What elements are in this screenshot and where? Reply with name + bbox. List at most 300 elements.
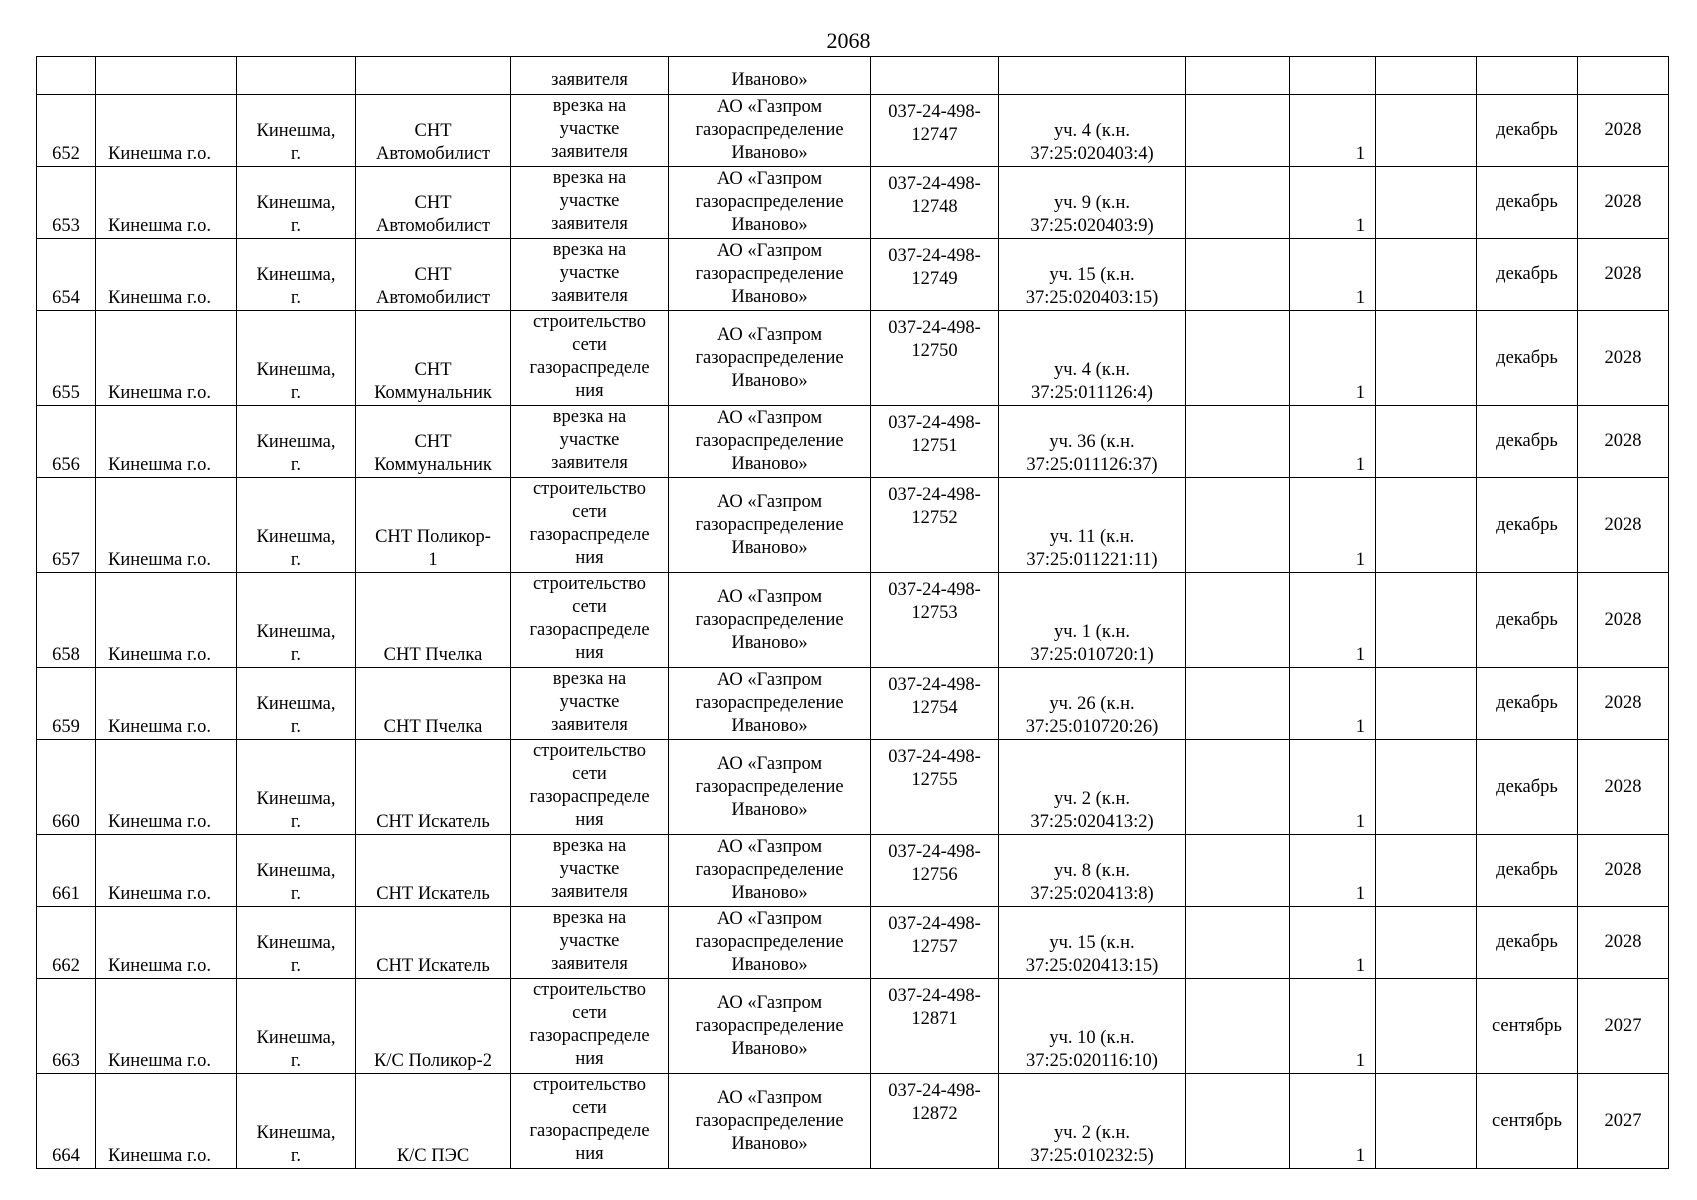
cell-operator [669, 478, 871, 573]
cell-no: 662 [37, 907, 96, 979]
cell-settlement-line: Кинешма, [256, 432, 336, 452]
cell-empty-2 [1376, 57, 1477, 95]
cell-settlement-line: Кинешма, [256, 694, 336, 714]
cell-empty-1 [1186, 907, 1290, 979]
cell-month: декабрь [1477, 573, 1578, 668]
cell-object [356, 573, 511, 668]
cell-count: 1 [1290, 478, 1376, 573]
cell-connection-type-line: врезка на [552, 669, 627, 689]
cell-no: 658 [37, 573, 96, 668]
cell-no [37, 57, 96, 95]
cell-object-line: Коммунальник [374, 455, 492, 475]
cell-object-line: СНТ [414, 432, 452, 452]
cell-municipality: Кинешма г.о. [96, 239, 237, 311]
cell-municipality: Кинешма г.о. [96, 907, 237, 979]
table-row [37, 740, 1669, 835]
cell-municipality: Кинешма г.о. [96, 740, 237, 835]
cell-code-line: 12749 [911, 269, 958, 289]
cell-settlement [237, 979, 356, 1074]
cell-connection-type-line: ния [575, 548, 604, 568]
cell-operator-line: Иваново» [731, 287, 808, 307]
cell-plot [999, 573, 1186, 668]
cell-object-line: СНТ [414, 121, 452, 141]
cell-code-line: 037-24-498- [888, 914, 981, 934]
table-row [37, 1074, 1669, 1169]
cell-empty-2 [1376, 979, 1477, 1074]
cell-operator-line: газораспределение [695, 120, 844, 140]
cell-operator-line: АО «Газпром [716, 1087, 823, 1108]
cell-year: 2027 [1578, 979, 1669, 1074]
cell-connection-type [511, 406, 669, 478]
cell-connection-type-line: врезка на [552, 908, 627, 928]
cell-operator-line: АО «Газпром [716, 97, 823, 117]
cell-settlement-line: Кинешма, [256, 789, 336, 809]
cell-code [871, 239, 999, 311]
cell-plot-line: уч. 9 (к.н. [1054, 193, 1130, 213]
cell-settlement-line: Кинешма, [256, 1028, 336, 1048]
cell-code [871, 57, 999, 95]
cell-operator [669, 573, 871, 668]
cell-no: 659 [37, 668, 96, 740]
cell-connection-type-line: участке [559, 263, 620, 283]
cell-connection-type-line: сети [572, 1098, 607, 1118]
cell-code-line: 12756 [911, 865, 958, 885]
cell-operator [669, 979, 871, 1074]
cell-operator [669, 406, 871, 478]
table-row [37, 406, 1669, 478]
cell-connection-type-line: заявителя [551, 453, 628, 473]
cell-empty-1 [1186, 311, 1290, 406]
cell-settlement [237, 668, 356, 740]
cell-connection-type-line: врезка на [552, 96, 627, 116]
cell-connection-type-line: строительство [532, 741, 647, 761]
cell-plot [999, 907, 1186, 979]
cell-connection-type-line: газораспределе [529, 358, 650, 378]
cell-operator-line: Иваново» [731, 143, 808, 163]
cell-code-line: 12752 [911, 508, 958, 528]
cell-code-line: 037-24-498- [888, 842, 981, 862]
cell-code-line: 12755 [911, 770, 958, 790]
cell-code-line: 12872 [911, 1104, 958, 1124]
cell-count: 1 [1290, 979, 1376, 1074]
cell-code-line: 12747 [911, 125, 958, 145]
gasification-register-table [36, 56, 1669, 1169]
cell-empty-2 [1376, 740, 1477, 835]
cell-operator-line: АО «Газпром [716, 837, 823, 857]
cell-operator-line: АО «Газпром [716, 753, 823, 774]
cell-object [356, 167, 511, 239]
cell-count: 1 [1290, 311, 1376, 406]
cell-operator-line: газораспределение [695, 693, 844, 713]
cell-plot-line: уч. 2 (к.н. [1054, 1123, 1130, 1143]
cell-connection-type-line: участке [559, 191, 620, 211]
cell-object-line: Автомобилист [375, 144, 491, 164]
cell-plot [999, 668, 1186, 740]
cell-settlement [237, 57, 356, 95]
cell-connection-type-line: сети [572, 335, 607, 355]
cell-operator-line: газораспределение [695, 347, 844, 368]
cell-code [871, 478, 999, 573]
cell-municipality: Кинешма г.о. [96, 406, 237, 478]
cell-code [871, 979, 999, 1074]
cell-operator-line: АО «Газпром [716, 169, 823, 189]
cell-operator-line: Иваново» [731, 370, 808, 391]
cell-connection-type-line: ния [575, 1144, 604, 1164]
cell-plot-line: уч. 8 (к.н. [1054, 861, 1130, 881]
cell-operator-line: Иваново» [731, 716, 808, 736]
cell-connection-type [511, 478, 669, 573]
cell-municipality: Кинешма г.о. [96, 835, 237, 907]
cell-code-line: 037-24-498- [888, 1081, 981, 1101]
cell-operator-line: АО «Газпром [716, 992, 823, 1013]
cell-no: 654 [37, 239, 96, 311]
cell-connection-type-line: участке [559, 692, 620, 712]
cell-year: 2028 [1578, 311, 1669, 406]
cell-operator-line: газораспределение [695, 264, 844, 284]
cell-connection-type-line: заявителя [551, 214, 628, 234]
cell-municipality: Кинешма г.о. [96, 167, 237, 239]
cell-code [871, 907, 999, 979]
cell-object-line: СНТ Искатель [376, 956, 490, 976]
cell-plot [999, 167, 1186, 239]
cell-connection-type-line: ния [575, 381, 604, 401]
table-body [37, 57, 1669, 1169]
cell-connection-type: заявителя [511, 57, 669, 95]
cell-empty-2 [1376, 573, 1477, 668]
cell-plot-line: уч. 15 (к.н. [1049, 933, 1135, 953]
cell-code-line: 12748 [911, 197, 958, 217]
cell-operator: Иваново» [669, 57, 871, 95]
cell-object [356, 406, 511, 478]
cell-connection-type-line: сети [572, 764, 607, 784]
cell-year: 2028 [1578, 740, 1669, 835]
cell-connection-type-line: заявителя [551, 954, 628, 974]
cell-settlement-line: г. [290, 216, 302, 236]
cell-plot-line: уч. 1 (к.н. [1054, 622, 1130, 642]
cell-empty-1 [1186, 478, 1290, 573]
cell-municipality: Кинешма г.о. [96, 95, 237, 167]
cell-operator-line: газораспределение [695, 514, 844, 535]
cell-plot-line: 37:25:020116:10) [1026, 1051, 1158, 1071]
cell-operator-line: газораспределение [695, 609, 844, 630]
cell-connection-type-line: врезка на [552, 836, 627, 856]
cell-connection-type-line: врезка на [552, 407, 627, 427]
cell-connection-type-line: сети [572, 1003, 607, 1023]
cell-settlement-line: г. [290, 1146, 302, 1166]
cell-connection-type [511, 740, 669, 835]
cell-settlement-line: г. [290, 884, 302, 904]
cell-settlement-line: г. [290, 383, 302, 403]
cell-count: 1 [1290, 1074, 1376, 1169]
cell-municipality [96, 57, 237, 95]
cell-connection-type-line: участке [559, 931, 620, 951]
cell-connection-type-line: ния [575, 1049, 604, 1069]
cell-code [871, 740, 999, 835]
cell-connection-type-line: сети [572, 597, 607, 617]
table-row [37, 311, 1669, 406]
cell-operator-line: газораспределение [695, 431, 844, 451]
cell-plot-line: уч. 10 (к.н. [1049, 1028, 1135, 1048]
cell-operator-line: АО «Газпром [716, 241, 823, 261]
cell-object [356, 478, 511, 573]
cell-count: 1 [1290, 167, 1376, 239]
cell-operator-line: Иваново» [731, 537, 808, 558]
cell-municipality: Кинешма г.о. [96, 979, 237, 1074]
cell-connection-type-line: строительство [532, 1075, 647, 1095]
cell-no: 661 [37, 835, 96, 907]
cell-connection-type-line: заявителя [551, 286, 628, 306]
cell-connection-type [511, 835, 669, 907]
cell-object-line: СНТ Искатель [376, 884, 490, 904]
cell-no: 652 [37, 95, 96, 167]
cell-month: сентябрь [1477, 979, 1578, 1074]
cell-connection-type-line: врезка на [552, 168, 627, 188]
cell-settlement [237, 835, 356, 907]
cell-year: 2028 [1578, 406, 1669, 478]
cell-code-line: 037-24-498- [888, 246, 981, 266]
cell-connection-type-line: участке [559, 119, 620, 139]
cell-settlement-line: Кинешма, [256, 622, 336, 642]
cell-settlement [237, 740, 356, 835]
cell-month: декабрь [1477, 478, 1578, 573]
cell-plot-line: 37:25:010720:1) [1030, 645, 1154, 665]
cell-code-line: 12871 [911, 1009, 958, 1029]
cell-connection-type [511, 668, 669, 740]
cell-operator-line: газораспределение [695, 192, 844, 212]
cell-plot-line: уч. 26 (к.н. [1049, 694, 1135, 714]
cell-connection-type [511, 311, 669, 406]
cell-settlement [237, 573, 356, 668]
cell-plot-line: 37:25:020413:15) [1025, 956, 1159, 976]
cell-code-line: 12757 [911, 937, 958, 957]
cell-operator [669, 167, 871, 239]
cell-month: декабрь [1477, 835, 1578, 907]
cell-empty-1 [1186, 668, 1290, 740]
table-row [37, 668, 1669, 740]
cell-operator [669, 239, 871, 311]
cell-operator-line: Иваново» [731, 955, 808, 975]
cell-connection-type-line: участке [559, 430, 620, 450]
cell-operator [669, 1074, 871, 1169]
continuation-row [37, 57, 1669, 95]
cell-object-line: СНТ [414, 360, 452, 380]
cell-no: 660 [37, 740, 96, 835]
cell-plot-line: уч. 2 (к.н. [1054, 789, 1130, 809]
table-row [37, 573, 1669, 668]
cell-plot [999, 406, 1186, 478]
cell-plot [999, 478, 1186, 573]
cell-operator-line: газораспределение [695, 1110, 844, 1131]
cell-settlement [237, 478, 356, 573]
cell-settlement-line: Кинешма, [256, 360, 336, 380]
cell-code-line: 12754 [911, 698, 958, 718]
cell-code [871, 406, 999, 478]
cell-connection-type-line: газораспределе [529, 1026, 650, 1046]
cell-month: декабрь [1477, 239, 1578, 311]
cell-empty-1 [1186, 979, 1290, 1074]
cell-settlement [237, 907, 356, 979]
cell-empty-1 [1186, 167, 1290, 239]
cell-object-line: СНТ [414, 193, 452, 213]
cell-object [356, 835, 511, 907]
cell-connection-type-line: газораспределе [529, 620, 650, 640]
cell-plot-line: 37:25:020413:2) [1030, 812, 1154, 832]
cell-object-line: СНТ Искатель [376, 812, 490, 832]
cell-plot [999, 835, 1186, 907]
cell-municipality: Кинешма г.о. [96, 478, 237, 573]
cell-operator-line: Иваново» [731, 215, 808, 235]
cell-operator-line: АО «Газпром [716, 491, 823, 512]
cell-settlement-line: г. [290, 956, 302, 976]
cell-plot-line: уч. 4 (к.н. [1054, 360, 1130, 380]
cell-object [356, 57, 511, 95]
cell-operator [669, 740, 871, 835]
cell-settlement [237, 95, 356, 167]
cell-code [871, 668, 999, 740]
cell-municipality: Кинешма г.о. [96, 668, 237, 740]
cell-connection-type-line: ния [575, 643, 604, 663]
cell-settlement-line: Кинешма, [256, 121, 336, 141]
cell-connection-type [511, 573, 669, 668]
cell-object [356, 311, 511, 406]
cell-operator-line: Иваново» [731, 1038, 808, 1059]
cell-object [356, 239, 511, 311]
cell-object [356, 95, 511, 167]
cell-connection-type-line: заявителя [551, 882, 628, 902]
cell-operator [669, 95, 871, 167]
cell-plot [999, 57, 1186, 95]
cell-plot-line: 37:25:020413:8) [1030, 884, 1154, 904]
cell-code-line: 037-24-498- [888, 986, 981, 1006]
table-row [37, 907, 1669, 979]
cell-operator [669, 668, 871, 740]
cell-code [871, 167, 999, 239]
cell-code-line: 12751 [911, 436, 958, 456]
cell-connection-type-line: ния [575, 810, 604, 830]
cell-plot-line: 37:25:011126:4) [1031, 383, 1153, 403]
cell-year: 2028 [1578, 478, 1669, 573]
cell-connection-type-line: газораспределе [529, 1121, 650, 1141]
cell-code [871, 95, 999, 167]
cell-plot [999, 740, 1186, 835]
cell-year: 2028 [1578, 239, 1669, 311]
cell-settlement-line: г. [290, 812, 302, 832]
cell-connection-type [511, 167, 669, 239]
cell-count: 1 [1290, 406, 1376, 478]
cell-plot [999, 1074, 1186, 1169]
cell-empty-1 [1186, 573, 1290, 668]
cell-code [871, 1074, 999, 1169]
cell-object [356, 907, 511, 979]
cell-connection-type [511, 95, 669, 167]
cell-empty-2 [1376, 668, 1477, 740]
cell-object-line: СНТ [414, 265, 452, 285]
cell-operator [669, 835, 871, 907]
cell-count: 1 [1290, 740, 1376, 835]
cell-object-line: Коммунальник [374, 383, 492, 403]
cell-plot [999, 979, 1186, 1074]
cell-object [356, 979, 511, 1074]
page-number: 2068 [826, 28, 871, 53]
table-row [37, 239, 1669, 311]
cell-object-line: СНТ Поликор- [375, 527, 491, 547]
cell-year: 2028 [1578, 907, 1669, 979]
table-row [37, 167, 1669, 239]
table-row [37, 478, 1669, 573]
cell-empty-2 [1376, 835, 1477, 907]
cell-connection-type [511, 979, 669, 1074]
cell-settlement-line: г. [290, 645, 302, 665]
cell-empty-2 [1376, 1074, 1477, 1169]
cell-empty-2 [1376, 907, 1477, 979]
cell-plot-line: уч. 15 (к.н. [1049, 265, 1135, 285]
cell-municipality: Кинешма г.о. [96, 573, 237, 668]
cell-connection-type-line: врезка на [552, 240, 627, 260]
cell-empty-2 [1376, 239, 1477, 311]
cell-settlement [237, 167, 356, 239]
cell-object-line: К/С ПЭС [396, 1146, 470, 1166]
cell-plot-line: 37:25:020403:9) [1030, 216, 1154, 236]
cell-count: 1 [1290, 239, 1376, 311]
cell-operator [669, 311, 871, 406]
cell-municipality: Кинешма г.о. [96, 311, 237, 406]
cell-code-line: 037-24-498- [888, 747, 981, 767]
cell-code [871, 573, 999, 668]
cell-settlement-line: г. [290, 144, 302, 164]
cell-connection-type-line: заявителя [551, 142, 628, 162]
cell-code [871, 311, 999, 406]
cell-settlement [237, 406, 356, 478]
cell-year: 2027 [1578, 1074, 1669, 1169]
cell-code-line: 12753 [911, 603, 958, 623]
cell-object-line: СНТ Пчелка [383, 645, 483, 665]
cell-operator-line: Иваново» [731, 883, 808, 903]
cell-year: 2028 [1578, 573, 1669, 668]
cell-code-line: 037-24-498- [888, 102, 981, 122]
cell-code-line: 037-24-498- [888, 318, 981, 338]
cell-plot-line: уч. 4 (к.н. [1054, 121, 1130, 141]
cell-connection-type-line: строительство [532, 479, 647, 499]
cell-connection-type-line: строительство [532, 980, 647, 1000]
cell-object-line: СНТ Пчелка [383, 717, 483, 737]
cell-code-line: 12750 [911, 341, 958, 361]
cell-count: 1 [1290, 668, 1376, 740]
cell-empty-1 [1186, 57, 1290, 95]
cell-settlement-line: Кинешма, [256, 265, 336, 285]
cell-operator-line: Иваново» [731, 632, 808, 653]
cell-connection-type [511, 239, 669, 311]
cell-empty-1 [1186, 835, 1290, 907]
cell-operator-line: газораспределение [695, 1015, 844, 1036]
cell-plot-line: 37:25:010232:5) [1030, 1146, 1154, 1166]
cell-year: 2028 [1578, 167, 1669, 239]
cell-month: декабрь [1477, 95, 1578, 167]
cell-operator [669, 907, 871, 979]
cell-month: декабрь [1477, 668, 1578, 740]
cell-count: 1 [1290, 573, 1376, 668]
cell-operator-line: Иваново» [731, 454, 808, 474]
cell-operator-line: газораспределение [695, 932, 844, 952]
cell-connection-type-line: сети [572, 502, 607, 522]
cell-empty-2 [1376, 478, 1477, 573]
table-row [37, 835, 1669, 907]
cell-month: декабрь [1477, 406, 1578, 478]
cell-plot [999, 311, 1186, 406]
cell-settlement [237, 1074, 356, 1169]
cell-year: 2028 [1578, 835, 1669, 907]
cell-count: 1 [1290, 835, 1376, 907]
cell-code-line: 037-24-498- [888, 485, 981, 505]
